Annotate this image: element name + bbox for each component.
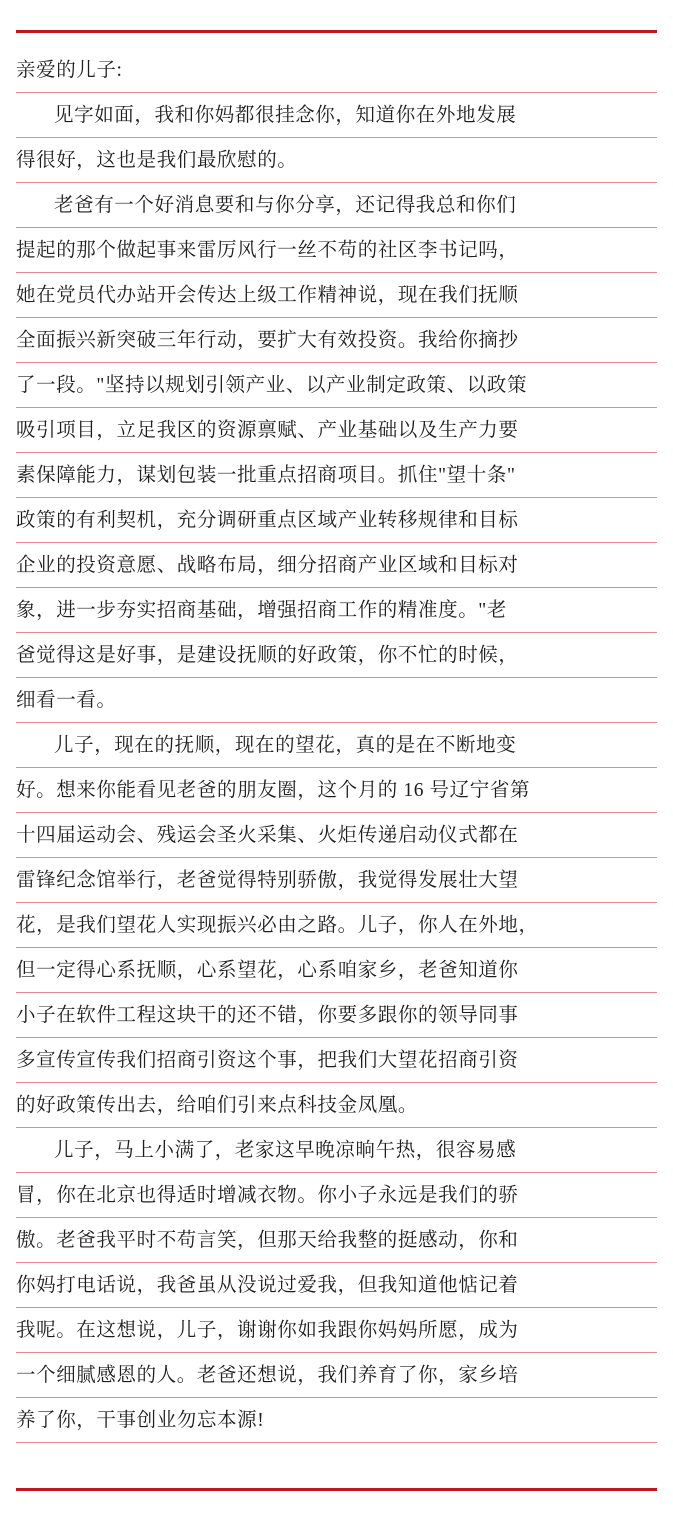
paragraph-2: [16, 183, 657, 723]
paragraph-3: [16, 723, 657, 1128]
text-line: 象，进一步夯实招商基础，增强招商工作的精准度。"老: [16, 588, 657, 633]
text-line: 全面振兴新突破三年行动，要扩大有效投资。我给你摘抄: [16, 318, 657, 363]
text-line: 我呢。在这想说，儿子，谢谢你如我跟你妈妈所愿，成为: [16, 1308, 657, 1353]
paragraph-4: [16, 1128, 657, 1443]
text-line: 的好政策传出去，给咱们引来点科技金凤凰。: [16, 1083, 657, 1128]
text-line: 细看一看。: [16, 678, 657, 723]
text-line: 养了你，干事创业勿忘本源!: [16, 1398, 657, 1443]
text-line: 吸引项目，立足我区的资源禀赋、产业基础以及生产力要: [16, 408, 657, 453]
text-line: 花，是我们望花人实现振兴必由之路。儿子，你人在外地，: [16, 903, 657, 948]
text-line: 小子在软件工程这块干的还不错，你要多跟你的领导同事: [16, 993, 657, 1038]
letter-body: [16, 48, 657, 1479]
text-line: 政策的有利契机，充分调研重点区域产业转移规律和目标: [16, 498, 657, 543]
text-line: 雷锋纪念馆举行，老爸觉得特别骄傲，我觉得发展壮大望: [16, 858, 657, 903]
salutation-line: 亲爱的儿子:: [16, 48, 657, 93]
text-line: 老爸有一个好消息要和与你分享，还记得我总和你们: [16, 183, 657, 228]
text-line: 但一定得心系抚顺，心系望花，心系咱家乡，老爸知道你: [16, 948, 657, 993]
paragraph-1: [16, 93, 657, 183]
text-line: 企业的投资意愿、战略布局，细分招商产业区域和目标对: [16, 543, 657, 588]
text-line: 你妈打电话说，我爸虽从没说过爱我，但我知道他惦记着: [16, 1263, 657, 1308]
text-line: 爸觉得这是好事，是建设抚顺的好政策，你不忙的时候，: [16, 633, 657, 678]
text-line: 了一段。"坚持以规划引领产业、以产业制定政策、以政策: [16, 363, 657, 408]
text-line: 一个细腻感恩的人。老爸还想说，我们养育了你，家乡培: [16, 1353, 657, 1398]
bottom-red-rule: [16, 1488, 657, 1491]
text-line: 好。想来你能看见老爸的朋友圈，这个月的 16 号辽宁省第: [16, 768, 657, 813]
text-line: 见字如面，我和你妈都很挂念你，知道你在外地发展: [16, 93, 657, 138]
text-line: 多宣传宣传我们招商引资这个事，把我们大望花招商引资: [16, 1038, 657, 1083]
top-red-rule: [16, 30, 657, 33]
text-line: 她在党员代办站开会传达上级工作精神说，现在我们抚顺: [16, 273, 657, 318]
text-line: 儿子，现在的抚顺，现在的望花，真的是在不断地变: [16, 723, 657, 768]
text-line: 傲。老爸我平时不苟言笑，但那天给我整的挺感动，你和: [16, 1218, 657, 1263]
text-line: 得很好，这也是我们最欣慰的。: [16, 138, 657, 183]
text-line: 冒，你在北京也得适时增减衣物。你小子永远是我们的骄: [16, 1173, 657, 1218]
text-line: 儿子，马上小满了，老家这早晚凉晌午热，很容易感: [16, 1128, 657, 1173]
text-line: 十四届运动会、残运会圣火采集、火炬传递启动仪式都在: [16, 813, 657, 858]
text-line: 素保障能力，谋划包装一批重点招商项目。抓住"望十条": [16, 453, 657, 498]
text-line: 提起的那个做起事来雷厉风行一丝不苟的社区李书记吗，: [16, 228, 657, 273]
